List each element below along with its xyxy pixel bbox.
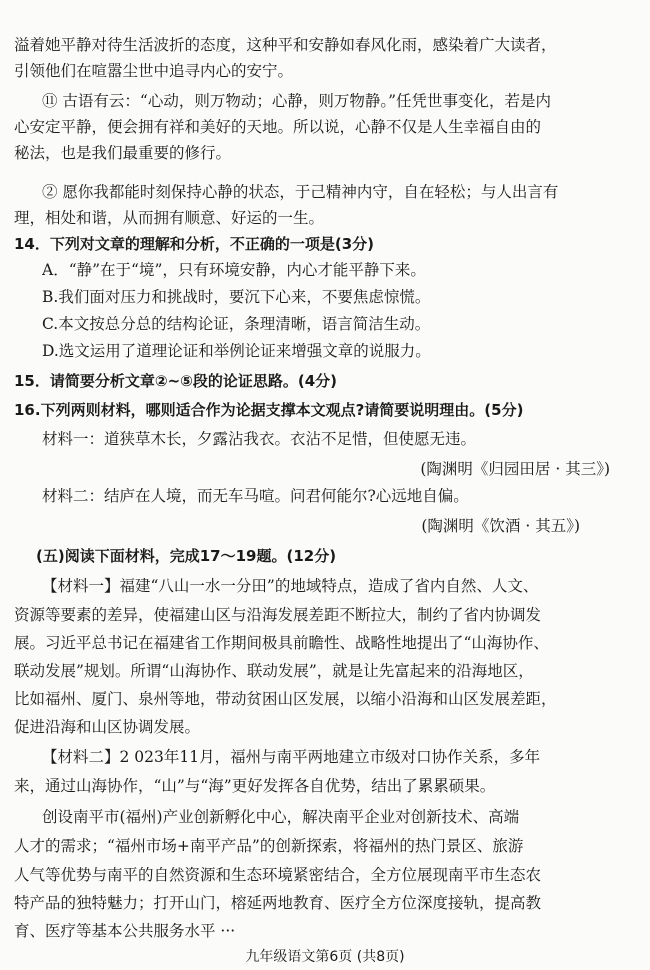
question-14-option-c: C.本文按总分总的结构论证，条理清晰，语言简洁生动。 (42, 315, 431, 333)
section-5-para3-line: 人气等优势与南平的自然资源和生态环境紧密结合，全方位展现南平市生态农 (14, 866, 542, 884)
question-14-option-a: A．“静”在于“境”，只有环境安静，内心才能平静下来。 (42, 261, 426, 279)
question-14-stem: 14．下列对文章的理解和分析，不正确的一项是(3分) (14, 235, 375, 253)
section-5-para1-line: 资源等要素的差异，使福建山区与沿海发展差距不断拉大，制约了省内协调发 (14, 606, 542, 624)
section-5-para3-line: 创设南平市(福州)产业创新孵化中心，解决南平企业对创新技术、高端 (42, 808, 520, 826)
section-5-para1-line: 联动发展”规划。所谓“山海协作、联动发展”，就是让先富起来的沿海地区， (14, 662, 534, 680)
text-line: 心安定平静，便会拥有祥和美好的天地。所以说，心静不仅是人生幸福自由的 (14, 118, 542, 136)
material-2: 材料二：结庐在人境，而无车马喧。问君何能尔?心远地自偏。 (42, 487, 469, 505)
material-1: 材料一：道狭草木长，夕露沾我衣。衣沾不足惜，但使愿无违。 (42, 430, 477, 448)
section-5-para1-line: 【材料一】福建“八山一水一分田”的地域特点，造成了省内自然、人文、 (42, 577, 539, 595)
section-5-para3-line: 育、医疗等基本公共服务水平 ··· (14, 922, 236, 940)
question-14-option-b: B.我们面对压力和挑战时，要沉下心来，不要焦虑惊慌。 (42, 288, 431, 306)
question-14-option-d: D.选文运用了道理论证和举例论证来增强文章的说服力。 (42, 342, 431, 360)
question-16-stem: 16.下列两则材料，哪则适合作为论据支撑本文观点?请简要说明理由。(5分) (14, 401, 524, 419)
section-5-para1-line: 比如福州、厦门、泉州等地，带动贫困山区发展，以缩小沿海和山区发展差距， (14, 690, 557, 708)
text-line: 引领他们在喧嚣尘世中追寻内心的安宁。 (14, 62, 294, 80)
section-5-para1-line: 促进沿海和山区协调发展。 (14, 718, 201, 736)
question-15: 15．请简要分析文章②~⑤段的论证思路。(4分) (14, 372, 337, 390)
material-1-source: (陶渊明《归园田居 · 其三》) (420, 460, 610, 478)
section-5-title: (五)阅读下面材料，完成17～19题。(12分) (36, 547, 337, 565)
material-2-source: (陶渊明《饮酒 · 其五》) (421, 517, 580, 535)
text-line: 理，相处和谐，从而拥有顺意、好运的一生。 (14, 209, 325, 227)
page-footer: 九年级语文第6页 (共8页) (245, 949, 405, 965)
section-5-para3-line: 特产品的独特魅力；打开山门，榕延两地教育、医疗全方位深度接轨，提高教 (14, 894, 542, 912)
section-5-para2-line: 来，通过山海协作，“山”与“海”更好发挥各自优势，结出了累累硕果。 (14, 777, 496, 795)
text-line: ② 愿你我都能时刻保持心静的状态，于己精神内守，自在轻松；与人出言有 (42, 183, 559, 201)
section-5-para2-line: 【材料二】2 023年11月，福州与南平两地建立市级对口协作关系，多年 (42, 748, 541, 766)
text-line: 秘法，也是我们最重要的修行。 (14, 144, 232, 162)
text-line: 溢着她平静对待生活波折的态度，这种平和安静如春风化雨，感染着广大读者， (14, 36, 557, 54)
section-5-para1-line: 展。习近平总书记在福建省工作期间极具前瞻性、战略性地提出了“山海协作、 (14, 634, 549, 652)
section-5-para3-line: 人才的需求；“福州市场+南平产品”的创新探索，将福州的热门景区、旅游 (14, 837, 524, 855)
text-line: ⑪ 古语有云：“心动，则万物动；心静，则万物静。”任凭世事变化，若是内 (42, 92, 552, 110)
